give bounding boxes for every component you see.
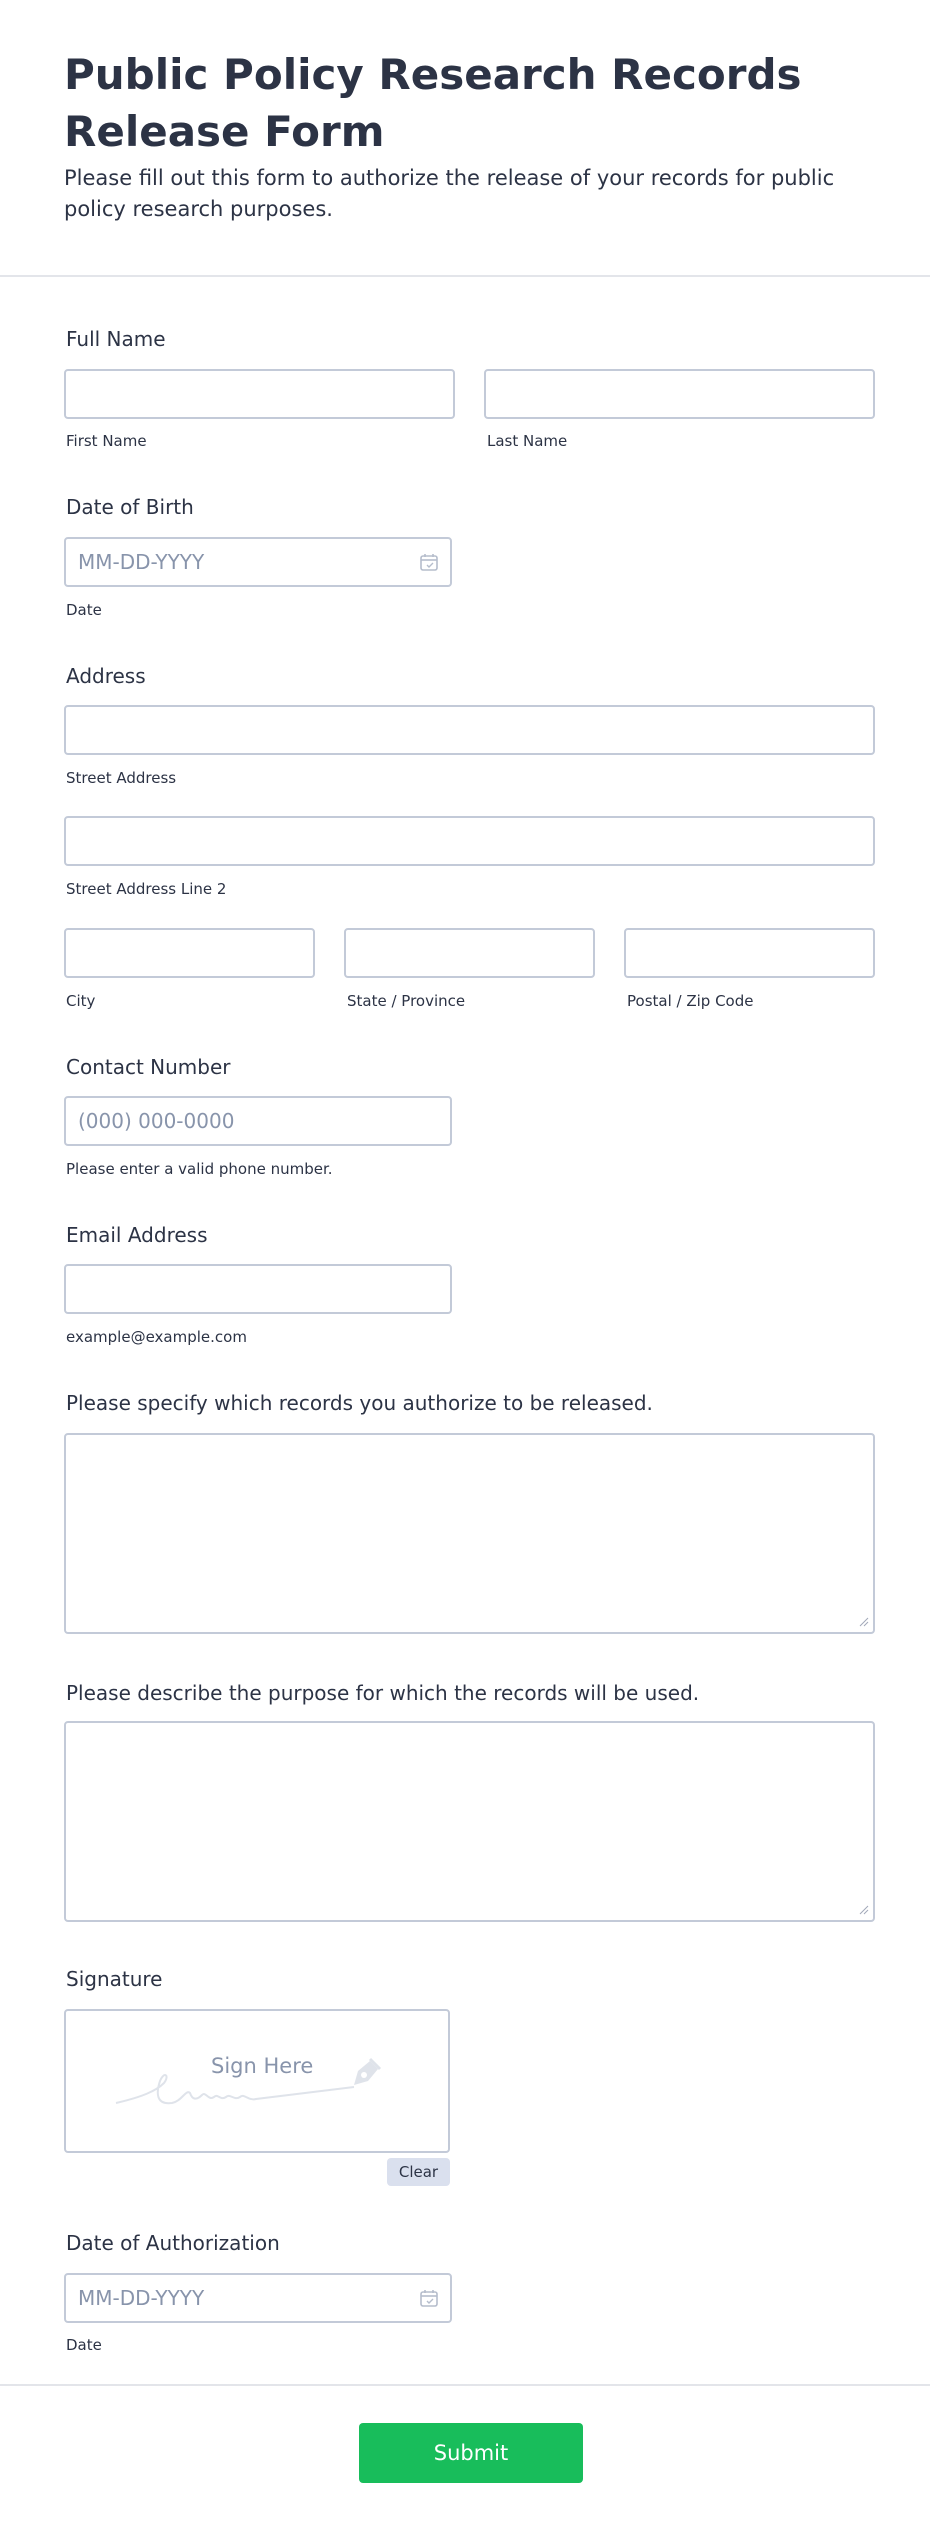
- date-of-authorization-input[interactable]: [64, 2273, 452, 2323]
- pen-nib-icon: [346, 2053, 386, 2093]
- street-address-input[interactable]: [64, 705, 875, 755]
- first-name-sublabel: First Name: [66, 432, 147, 450]
- signature-placeholder: Sign Here: [211, 2054, 314, 2078]
- records-label: Please specify which records you authorize to be released.: [66, 1391, 653, 1415]
- street-address-line2-sublabel: Street Address Line 2: [66, 880, 227, 898]
- last-name-sublabel: Last Name: [487, 432, 568, 450]
- contact-number-sublabel: Please enter a valid phone number.: [66, 1160, 333, 1178]
- footer-divider: [0, 2384, 930, 2386]
- street-address-sublabel: Street Address: [66, 769, 177, 787]
- dob-label: Date of Birth: [66, 495, 194, 519]
- last-name-input[interactable]: [484, 369, 875, 419]
- street-address-line2-input[interactable]: [64, 816, 875, 866]
- email-sublabel: example@example.com: [66, 1328, 247, 1346]
- contact-number-input[interactable]: [64, 1096, 452, 1146]
- clear-signature-button[interactable]: Clear: [387, 2158, 450, 2186]
- email-label: Email Address: [66, 1223, 208, 1247]
- full-name-label: Full Name: [66, 327, 166, 351]
- date-of-authorization-sublabel: Date: [66, 2336, 102, 2354]
- state-province-input[interactable]: [344, 928, 595, 978]
- date-of-authorization-label: Date of Authorization: [66, 2231, 280, 2255]
- address-label: Address: [66, 664, 146, 688]
- contact-number-label: Contact Number: [66, 1055, 231, 1079]
- form-subtitle: Please fill out this form to authorize the release of your records for public policy research purposes.: [64, 166, 835, 221]
- calendar-icon[interactable]: [419, 552, 439, 572]
- signature-label: Signature: [66, 1967, 163, 1991]
- resize-grip-icon[interactable]: [859, 1905, 869, 1915]
- city-sublabel: City: [66, 992, 96, 1010]
- calendar-icon[interactable]: [419, 2288, 439, 2308]
- dob-input[interactable]: [64, 537, 452, 587]
- city-input[interactable]: [64, 928, 315, 978]
- signature-pad[interactable]: [64, 2009, 450, 2153]
- first-name-input[interactable]: [64, 369, 455, 419]
- submit-button[interactable]: Submit: [359, 2423, 583, 2483]
- purpose-textarea[interactable]: [64, 1721, 875, 1922]
- resize-grip-icon[interactable]: [859, 1617, 869, 1627]
- postal-zip-input[interactable]: [624, 928, 875, 978]
- purpose-label: Please describe the purpose for which the records will be used.: [66, 1681, 700, 1705]
- dob-sublabel: Date: [66, 601, 102, 619]
- state-province-sublabel: State / Province: [347, 992, 466, 1010]
- records-textarea[interactable]: [64, 1433, 875, 1634]
- email-input[interactable]: [64, 1264, 452, 1314]
- form-header: [0, 0, 930, 277]
- form-title: Public Policy Research Records Release Form: [64, 50, 802, 156]
- postal-zip-sublabel: Postal / Zip Code: [627, 992, 754, 1010]
